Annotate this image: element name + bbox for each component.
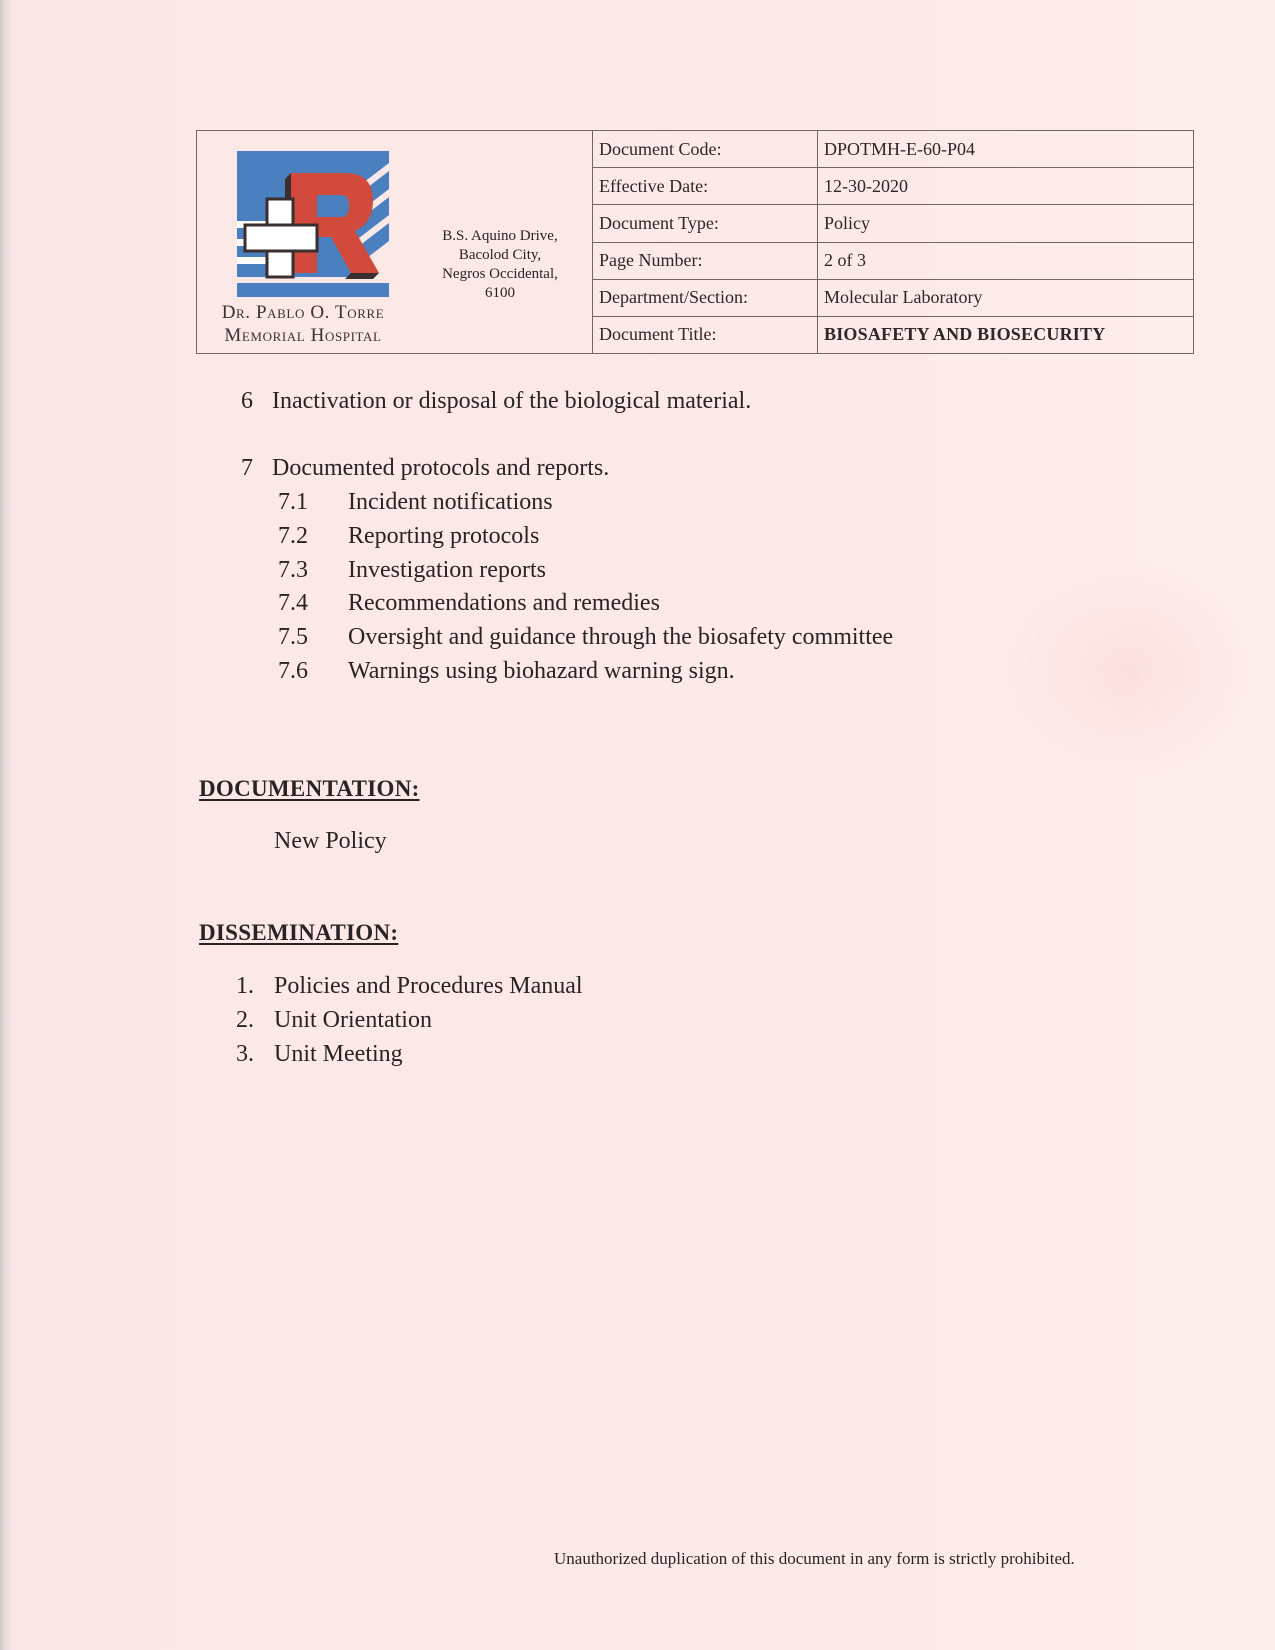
sub-item-text: Investigation reports: [348, 557, 546, 583]
list-item-7: [241, 453, 610, 483]
info-value: Molecular Laboratory: [824, 287, 983, 308]
hospital-logo-icon: [233, 149, 389, 305]
info-value-title: BIOSAFETY AND BIOSECURITY: [824, 324, 1106, 345]
dissemination-heading: DISSEMINATION:: [199, 920, 399, 945]
dissemination-item: [236, 971, 583, 1001]
item-number: 3.: [236, 1041, 254, 1067]
sub-item-text: Recommendations and remedies: [348, 590, 660, 616]
hospital-name: [197, 301, 409, 347]
sub-item-number: 7.4: [278, 590, 308, 616]
dissemination-item: [236, 1005, 432, 1035]
info-label: Document Type:: [593, 205, 818, 241]
address-line: Bacolod City,: [458, 247, 542, 263]
info-row-document-title: [593, 317, 1193, 353]
info-label: Page Number:: [593, 243, 818, 279]
info-row-department: [593, 280, 1193, 317]
sub-item-number: 7.2: [278, 523, 308, 549]
sub-list-item: [278, 555, 546, 585]
sub-item-number: 7.6: [278, 658, 308, 684]
sub-item-text: Oversight and guidance through the biosafety committee: [348, 624, 894, 650]
address-line: Negros Occidental,: [442, 266, 558, 282]
sub-item-text: Warnings using biohazard warning sign.: [348, 658, 735, 684]
info-value: Policy: [824, 212, 871, 233]
info-label: Document Code:: [593, 131, 818, 167]
document-header: [196, 130, 1194, 354]
sub-list-item: [278, 521, 540, 551]
hospital-address: [419, 227, 581, 303]
info-row-document-type: [593, 205, 1193, 242]
documentation-heading: DOCUMENTATION:: [199, 776, 420, 801]
info-label: Department/Section:: [593, 280, 818, 316]
item-text: Unit Meeting: [274, 1041, 403, 1067]
paper-shading: [1000, 560, 1260, 780]
sub-item-number: 7.1: [278, 489, 308, 515]
sub-list-item: [278, 487, 553, 517]
item-number: 1.: [236, 973, 254, 999]
info-row-page-number: [593, 243, 1193, 280]
sub-item-text: Reporting protocols: [348, 523, 540, 549]
item-text: Inactivation or disposal of the biological material.: [272, 388, 752, 414]
item-number: 2.: [236, 1007, 254, 1033]
hospital-identity-cell: [197, 131, 593, 353]
footer-notice: Unauthorized duplication of this document in any form is strictly prohibited.: [554, 1549, 1075, 1568]
item-number: 7: [241, 455, 253, 481]
info-value: DPOTMH-E-60-P04: [824, 138, 975, 159]
address-line: B.S. Aquino Drive,: [442, 228, 558, 244]
item-text: Policies and Procedures Manual: [274, 973, 583, 999]
info-row-document-code: [593, 131, 1193, 168]
dissemination-item: [236, 1039, 403, 1069]
hospital-name-line2: Memorial Hospital: [224, 325, 382, 346]
sub-item-number: 7.5: [278, 624, 308, 650]
info-label: Effective Date:: [593, 168, 818, 204]
item-text: Documented protocols and reports.: [272, 455, 610, 481]
item-number: 6: [241, 388, 253, 414]
document-info-table: [593, 131, 1193, 353]
address-line: 6100: [485, 285, 515, 301]
sub-list-item: [278, 656, 735, 686]
sub-item-text: Incident notifications: [348, 489, 553, 515]
item-text: Unit Orientation: [274, 1007, 432, 1033]
sub-item-number: 7.3: [278, 557, 308, 583]
info-value: 12-30-2020: [824, 175, 908, 196]
hospital-name-line1: Dr. Pablo O. Torre: [221, 302, 385, 323]
info-value: 2 of 3: [824, 250, 866, 271]
info-row-effective-date: [593, 168, 1193, 205]
info-label: Document Title:: [593, 317, 818, 353]
list-item-6: [241, 386, 752, 416]
documentation-text: New Policy: [274, 828, 387, 854]
sub-list-item: [278, 588, 660, 618]
sub-list-item: [278, 622, 894, 652]
